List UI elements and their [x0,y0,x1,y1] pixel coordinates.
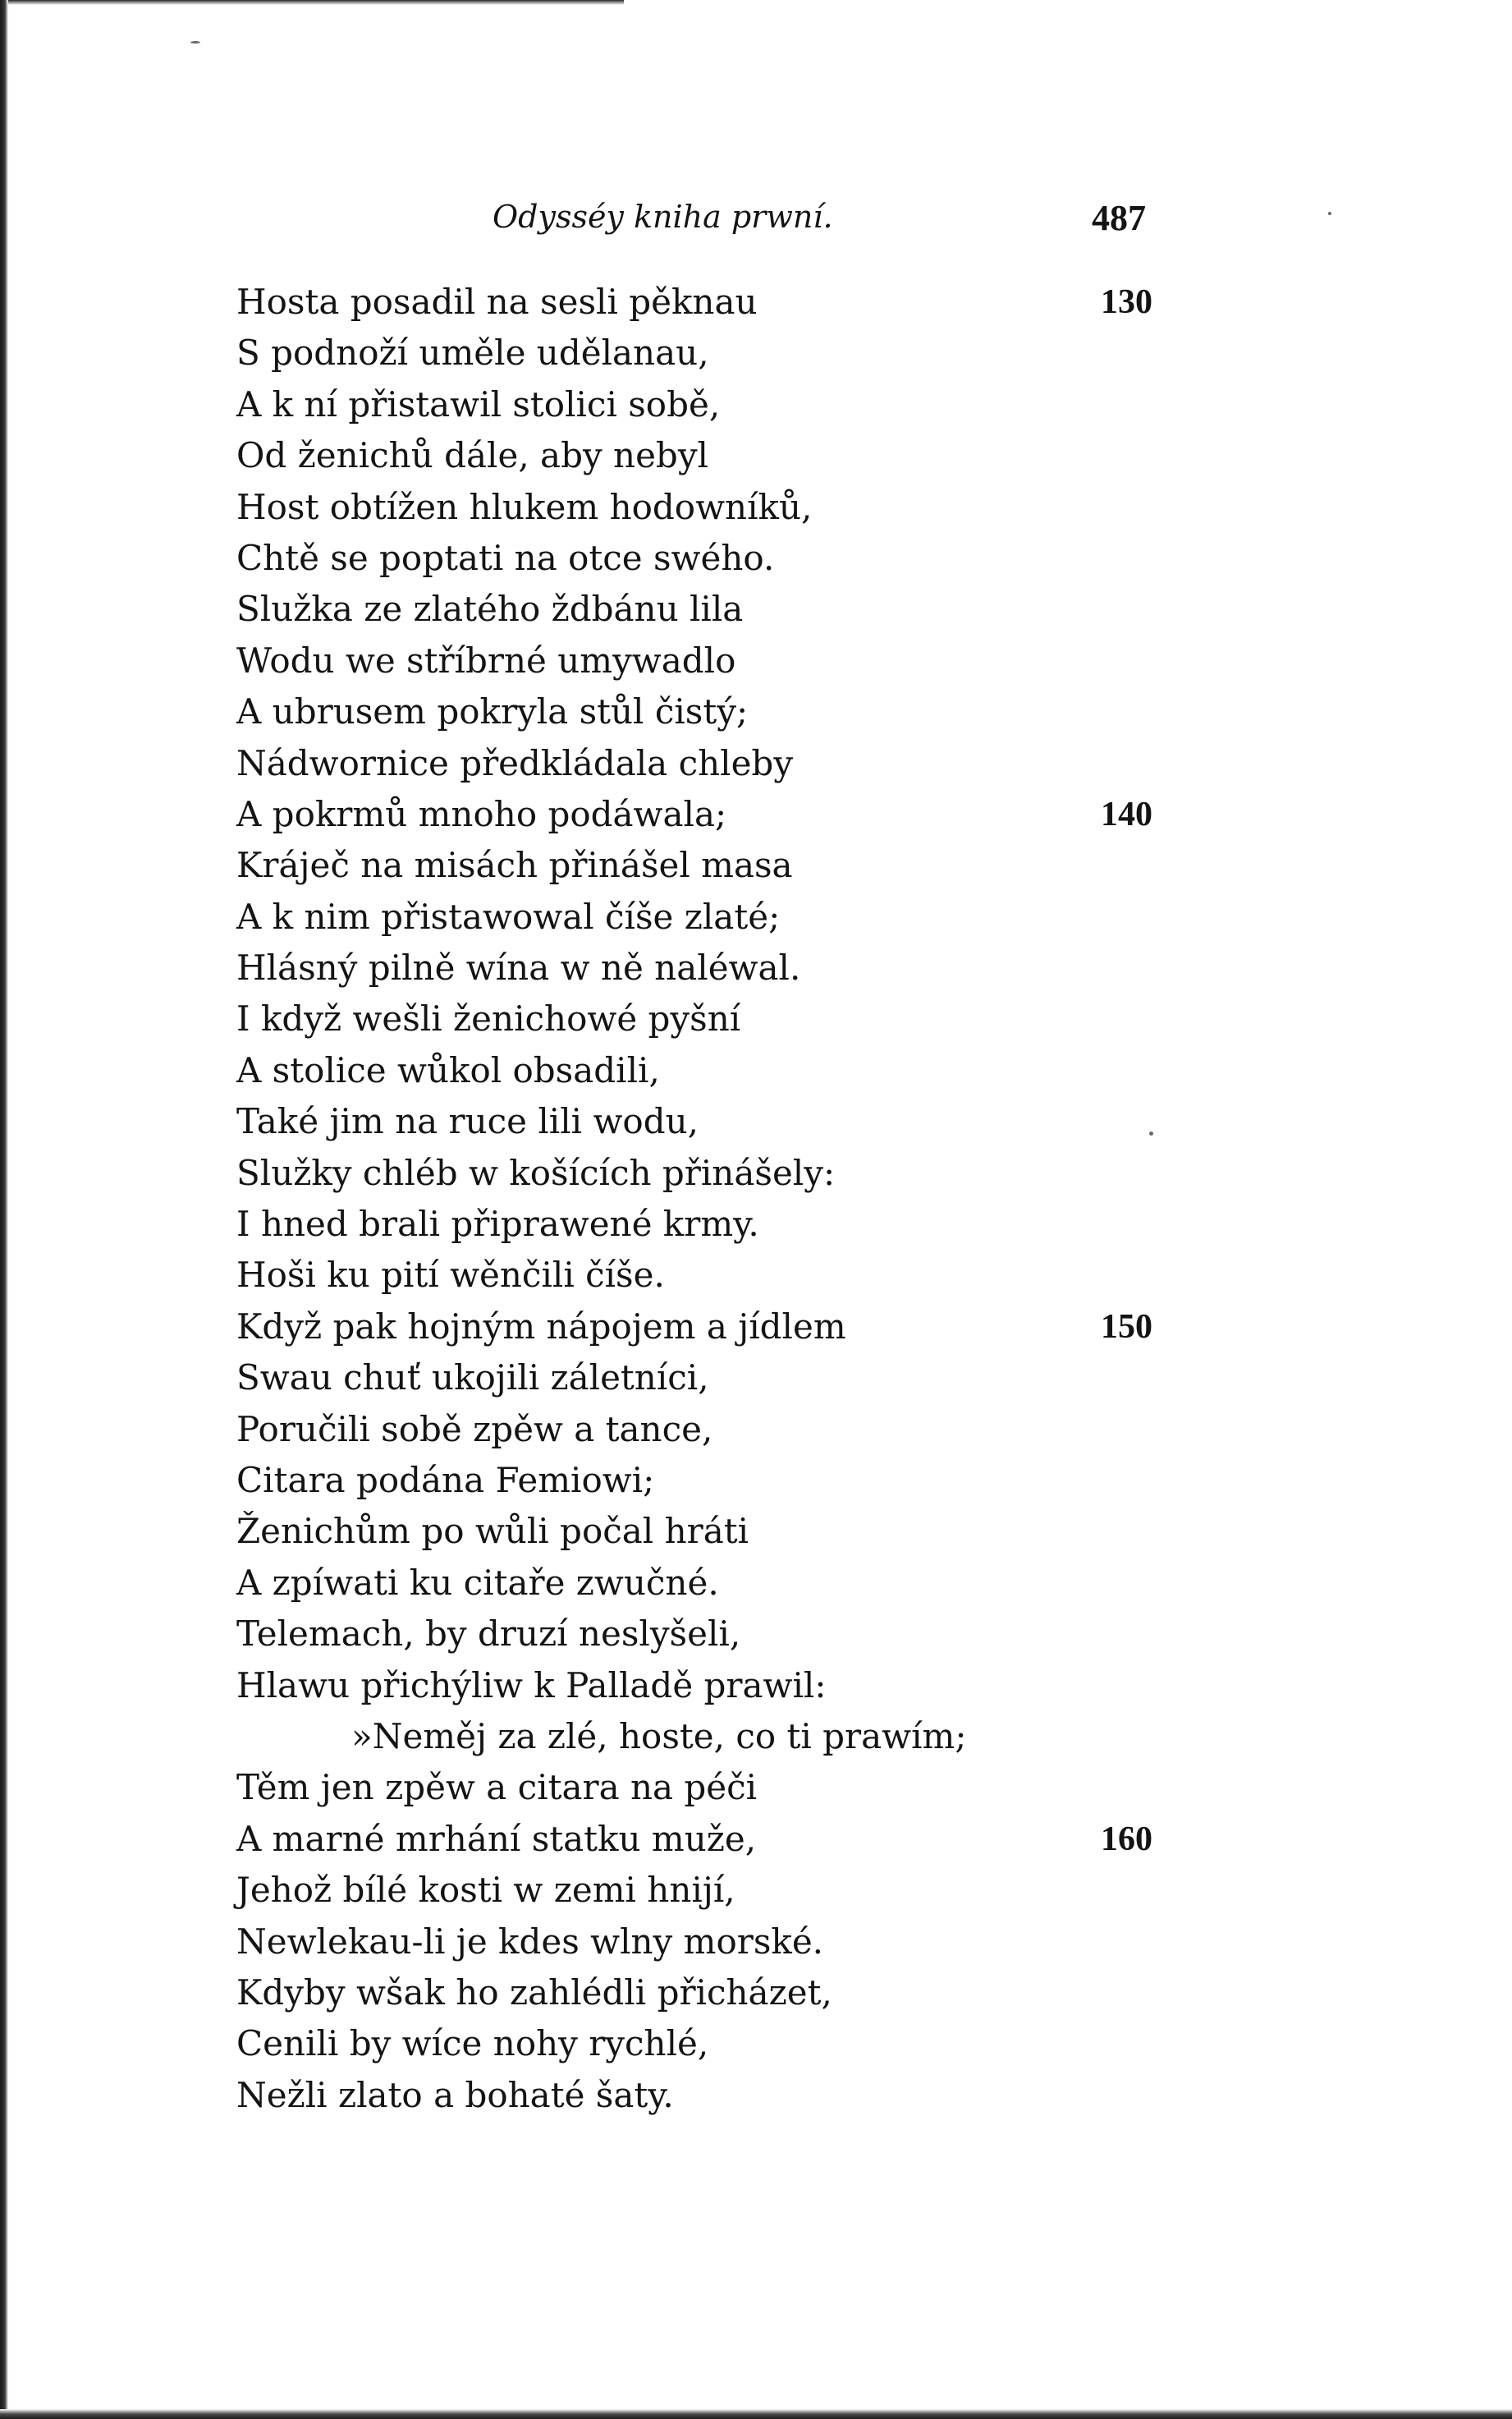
verse-line [236,533,1451,584]
verse-line [236,2070,1451,2121]
verse-line-text: A k nim přistawowal číše zlaté; [236,896,781,937]
verse-line-text: Nežli zlato a bohaté šaty. [236,2074,674,2115]
verse-line-text: Ženichům po wůli počal hráti [236,1511,749,1552]
verse-line-text: A pokrmů mnoho podáwala; [236,793,727,834]
verse-line [236,2018,1451,2069]
scan-edge-bottom [0,2409,1512,2419]
verse-line-text: Hosta posadil na sesli pěknau [236,282,758,322]
verse-line [236,379,1451,430]
verse-line-text: Hlásný pilně wína w ně naléwal. [236,948,801,989]
scan-edge-top [0,0,624,5]
page-number: 487 [1092,198,1146,238]
verse-line-text: A ubrusem pokryla stůl čistý; [236,691,749,732]
verse-line [236,738,1451,789]
verse-line [236,1148,1451,1199]
verse-line [236,994,1451,1044]
verse-line-text: Kráječ na misách přinášel masa [236,845,793,886]
verse-line [236,1814,1451,1865]
line-number: 130 [1101,283,1152,321]
verse-line [236,1558,1451,1609]
verse-line-text: A k ní přistawil stolici sobě, [236,383,721,425]
verse-line [236,1455,1451,1506]
verse-line [236,277,1451,328]
verse-line-text: Nádwornice předkládala chleby [236,742,794,783]
verse-line [236,1506,1451,1557]
verse-line-text: Hlawu přichýliw k Palladě prawil: [236,1664,827,1705]
verse-line-text: Newlekau-li je kdes wlny morské. [236,1921,824,1962]
verse-line [236,1352,1451,1403]
running-title: Odysséy kniha prwní. [493,199,833,235]
line-number: 160 [1101,1820,1152,1858]
verse-line [236,1762,1451,1813]
verse-line [236,789,1451,840]
verse-line-text: A stolice wůkol obsadili, [236,1049,660,1090]
verse-line-text: »Neměj za zlé, hoste, co ti prawím; [351,1715,967,1756]
verse-line-text: Swau chuť ukojili záletníci, [236,1357,709,1398]
verse-line-text: Těm jen zpěw a citara na péči [236,1767,758,1808]
verse-line [236,1301,1451,1352]
verse-line [236,686,1451,737]
verse-line-text: Služka ze zlatého ždbánu lila [236,589,744,630]
verse-line [236,1660,1451,1711]
verse-line-text: Cenili by wíce nohy rychlé, [236,2023,709,2064]
verse-line-text: Kdyby wšak ho zahlédli přicházet, [236,1971,832,2013]
verse-line [236,892,1451,943]
verse-line-text: I hned brali připrawené krmy. [236,1204,759,1245]
verse-line [236,1404,1451,1455]
verse-line [236,1045,1451,1096]
verse-line [236,1609,1451,1659]
verse-line-text: A zpíwati ku citaře zwučné. [236,1562,719,1603]
verse-line [236,1865,1451,1916]
verse-block [236,277,1451,2121]
verse-line [236,1250,1451,1301]
line-number: 150 [1101,1307,1152,1346]
verse-line [236,328,1451,379]
verse-line-text: Od ženichů dále, aby nebyl [236,435,708,476]
verse-line [236,1096,1451,1147]
verse-line-text: Jehož bílé kosti w zemi hnijí, [236,1870,735,1911]
print-speck [190,41,200,44]
verse-line-text: Hoši ku pití wěnčili číše. [236,1255,665,1296]
print-speck [1149,1131,1153,1136]
verse-line [236,636,1451,686]
verse-line [236,840,1451,891]
verse-line-text: Host obtížen hlukem hodowníků, [236,486,813,527]
verse-line-text: Když pak hojným nápojem a jídlem [236,1306,846,1347]
verse-line [236,1711,1451,1762]
verse-line [236,584,1451,635]
verse-line [236,1199,1451,1250]
verse-line-text: Také jim na ruce lili wodu, [236,1101,699,1142]
verse-line [236,430,1451,481]
verse-line-text: Wodu we stříbrné umywadlo [236,640,736,681]
verse-line-text: Chtě se poptati na otce swého. [236,537,775,578]
verse-line-text: S podnoží uměle udělanau, [236,333,709,374]
verse-line [236,482,1451,533]
verse-line [236,1967,1451,2018]
print-speck [1328,212,1331,215]
scan-edge-left [0,0,8,2419]
verse-line-text: Citara podána Femiowi; [236,1459,655,1500]
verse-line-text: I když wešli ženichowé pyšní [236,998,741,1040]
line-number: 140 [1101,795,1152,833]
verse-line-text: Poručili sobě zpěw a tance, [236,1408,713,1449]
verse-line-text: A marné mrhání statku muže, [236,1818,757,1859]
verse-line [236,943,1451,994]
verse-line [236,1916,1451,1967]
verse-line-text: Služky chléb w košících přinášely: [236,1152,836,1193]
verse-line-text: Telemach, by druzí neslyšeli, [236,1613,741,1655]
